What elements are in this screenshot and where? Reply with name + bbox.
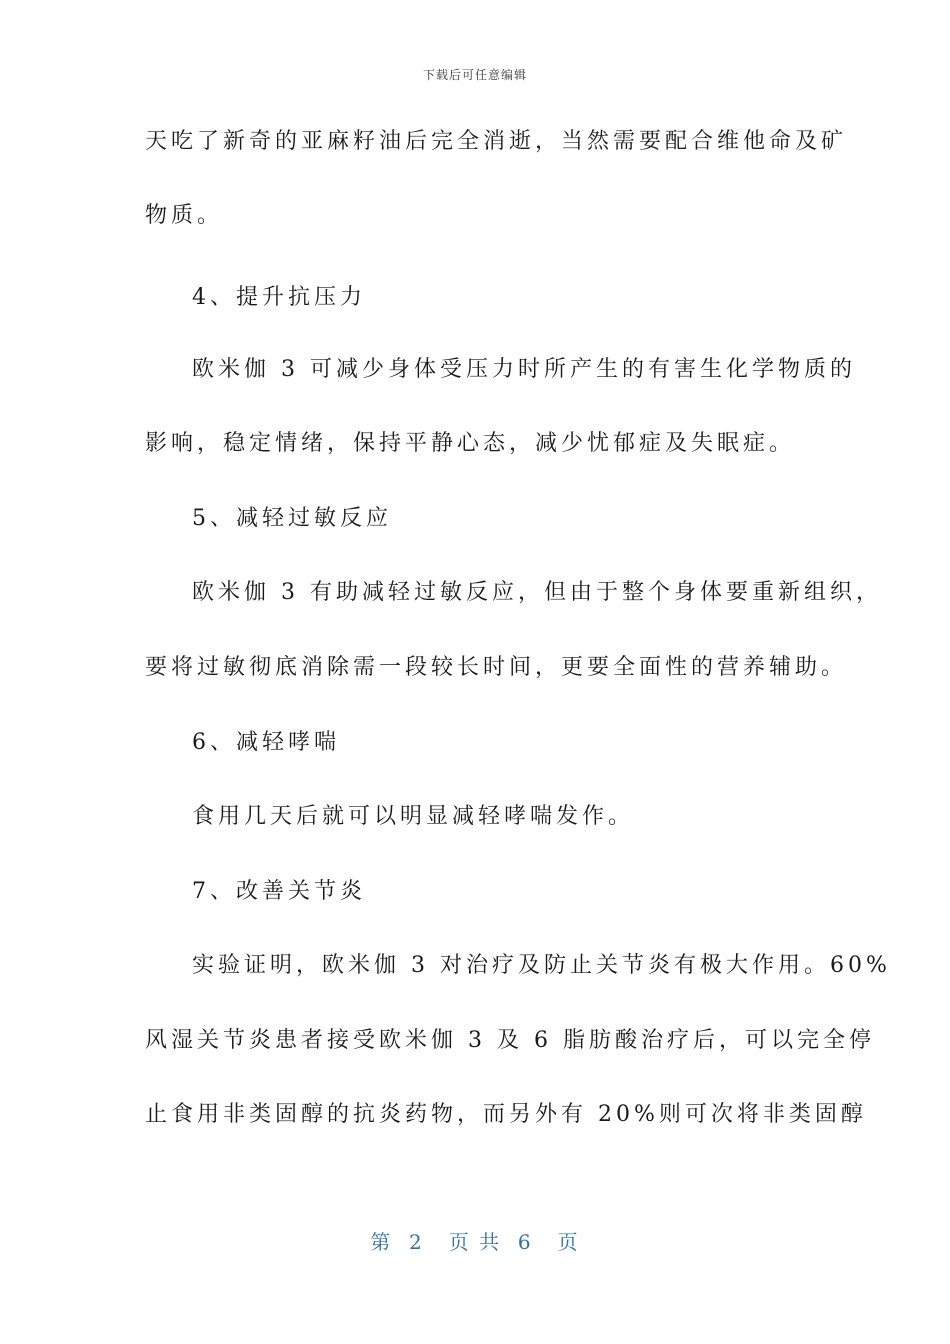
header-note: 下载后可任意编辑 [422, 68, 527, 82]
section-heading-4: 4、提升抗压力 [192, 285, 366, 310]
section-heading-5: 5、减轻过敏反应 [192, 506, 392, 531]
body-line-4: 影响，稳定情绪，保持平静心态，减少忧郁症及失眠症。 [145, 431, 796, 456]
body-line-6: 要将过敏彻底消除需一段较长时间，更要全面性的营养辅助。 [145, 655, 848, 680]
body-line-10: 止食用非类固醇的抗炎药物，而另外有 20%则可次将非类固醇 [145, 1102, 867, 1127]
section-heading-6: 6、减轻哮喘 [192, 730, 340, 755]
body-line-7: 食用几天后就可以明显减轻哮喘发作。 [192, 804, 635, 829]
body-line-5: 欧米伽 3 有助减轻过敏反应，但由于整个身体要重新组织， [192, 580, 882, 605]
section-heading-7: 7、改善关节炎 [192, 879, 366, 904]
body-line-9: 风湿关节炎患者接受欧米伽 3 及 6 脂肪酸治疗后，可以完全停 [145, 1028, 875, 1053]
body-line-2: 物质。 [145, 203, 224, 228]
body-line-8: 实验证明，欧米伽 3 对治疗及防止关节炎有极大作用。60% [192, 953, 891, 978]
body-line-3: 欧米伽 3 可减少身体受压力时所产生的有害生化学物质的 [192, 357, 856, 382]
body-line-1: 天吃了新奇的亚麻籽油后完全消逝，当然需要配合维他命及矿 [145, 129, 848, 154]
page-number-footer: 第 2 页 共 6 页 [370, 1230, 580, 1254]
